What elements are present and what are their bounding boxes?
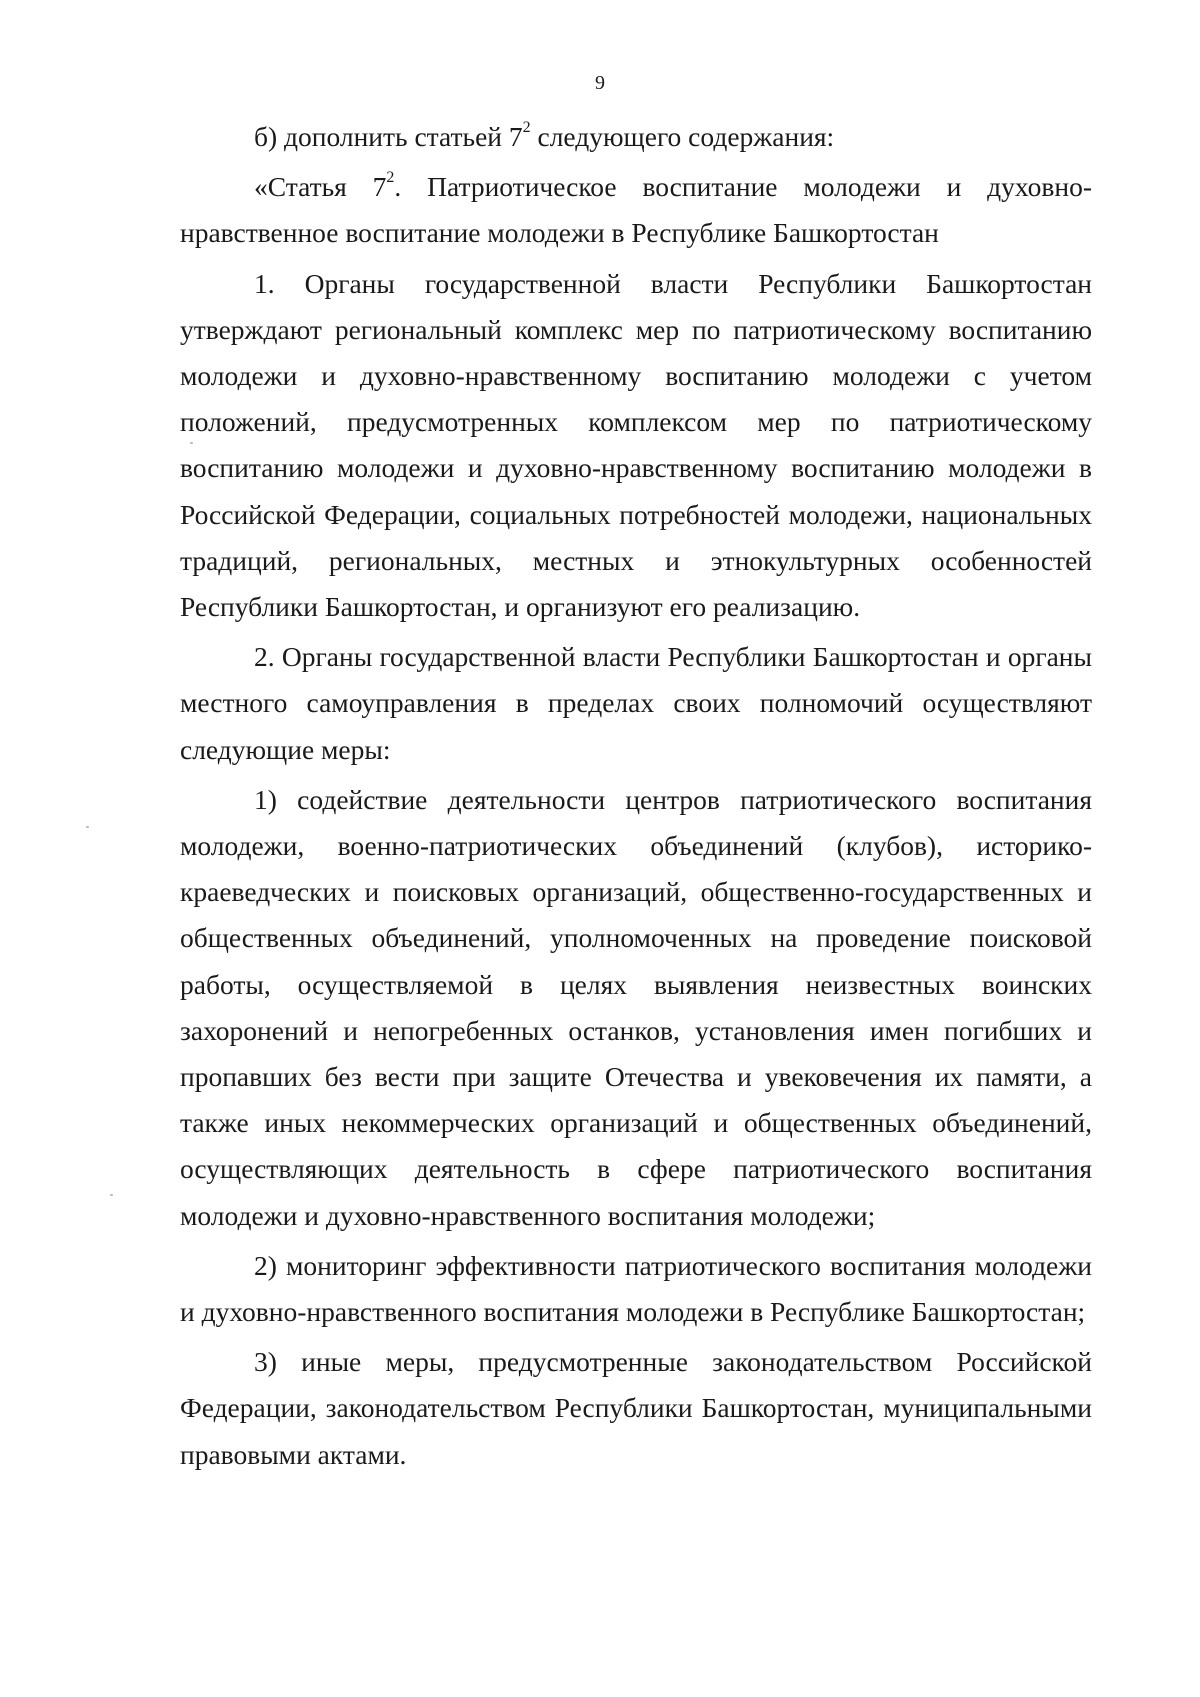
- paragraph-text: б) дополнить статьей 7: [254, 121, 523, 152]
- subitem-3: 3) иные меры, предусмотренные законодательством Российской Федерации, законодательством Республики Башкортостан, муниципальными правовыми актами.: [180, 1346, 1092, 1470]
- article-heading-text: «Статья 7: [254, 171, 387, 203]
- scan-speck: [190, 442, 193, 444]
- paragraph-item-1: 1. Органы государственной власти Республики Башкортостан утверждают региональный комплекс мер по патриотическому воспитанию молодежи и духовно-нравственному воспитанию молодежи с учетом положений, предусмотренных комплексом мер по патриотическому воспитанию молодежи и духовно-нравственному воспитанию молодежи в Российской Федерации, социальных потребностей молодежи, национальных традиций, региональных, местных и этнокультурных особенностей Республики Башкортостан, и организуют его реализацию.: [180, 267, 1092, 623]
- paragraph-item-2: 2. Органы государственной власти Республики Башкортостан и органы местного самоуправления в пределах своих полномочий осуществляют следующие меры:: [180, 641, 1092, 765]
- subitem-1: 1) содействие деятельности центров патриотического воспитания молодежи, военно-патриотических объединений (клубов), историко-краеведческих и поисковых организаций, общественно-государственных и общественных объединений, уполномоченных на проведение поисковой работы, осуществляемой в целях выявления неизвестных воинских захоронений и непогребенных останков, установления имен погибших и пропавших без вести при защите Отечества и увековечения их памяти, а также иных некоммерческих организаций и общественных объединений, осуществляющих деятельность в сфере патриотического воспитания молодежи и духовно-нравственного воспитания молодежи;: [180, 783, 1092, 1231]
- paragraph-amendment-intro: [180, 114, 1092, 160]
- scan-speck: [110, 1194, 113, 1196]
- article-heading-text: . Патриотическое воспитание молодежи и духовно-нравственное воспитание молодежи в Республике Башкортостан: [180, 171, 1092, 249]
- superscript: 2: [522, 118, 531, 136]
- superscript: 2: [386, 169, 395, 187]
- scan-speck: [86, 826, 89, 828]
- article-heading: [180, 164, 1092, 256]
- paragraph-text: следующего содержания:: [530, 121, 835, 152]
- subitem-2: 2) мониторинг эффективности патриотического воспитания молодежи и духовно-нравственного воспитания молодежи в Республике Башкортостан;: [180, 1249, 1092, 1328]
- page-number: 9: [595, 72, 605, 94]
- document-body: [180, 114, 1092, 1478]
